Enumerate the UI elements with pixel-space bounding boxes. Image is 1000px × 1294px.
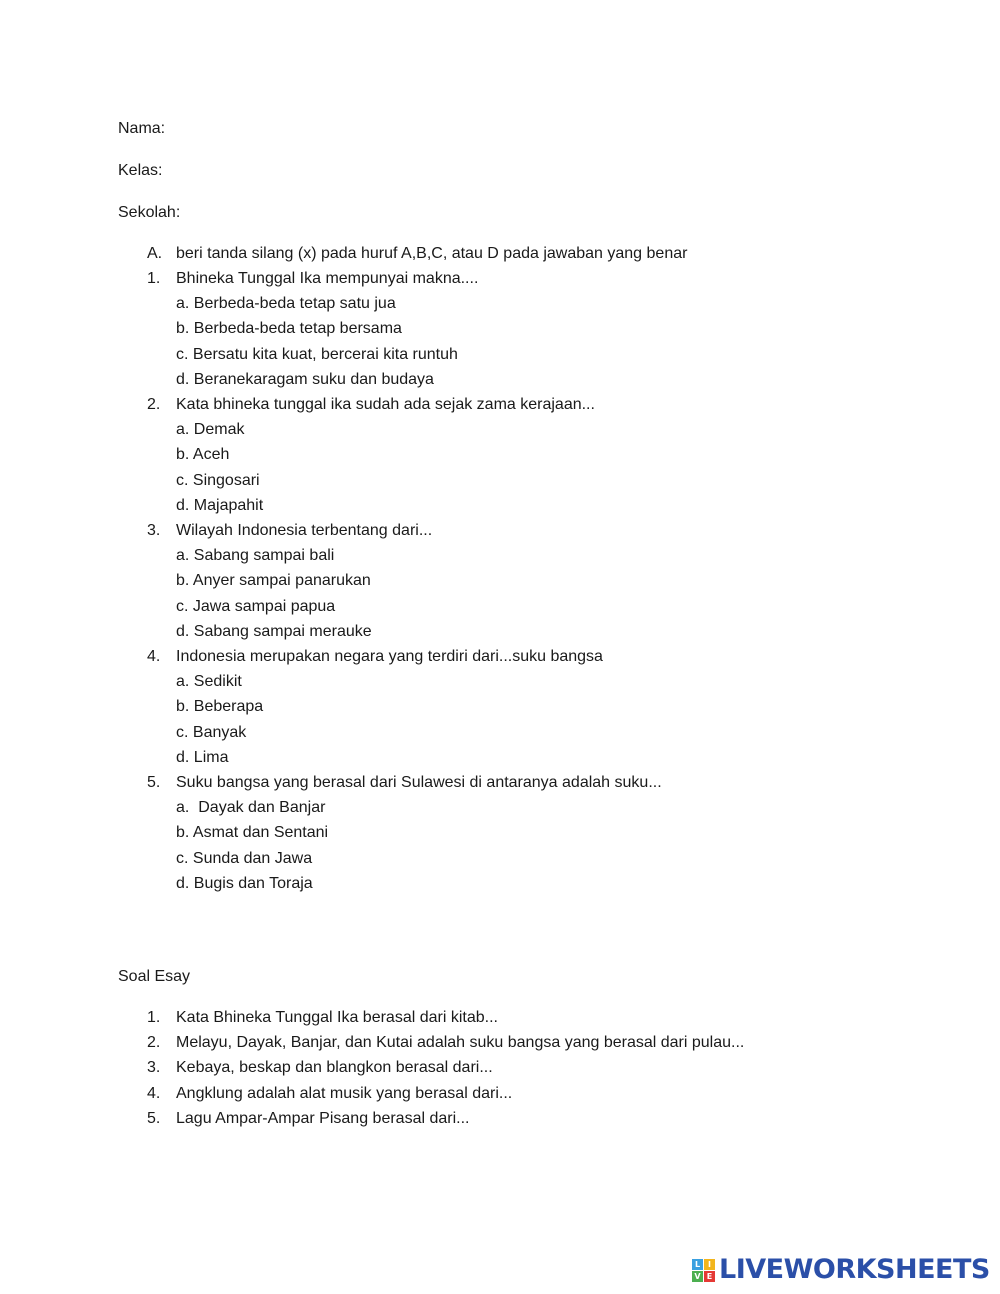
essay-question-4 <box>0 1083 1000 1105</box>
name-field-label: Nama: <box>118 120 166 137</box>
question-number: 2. <box>147 396 161 413</box>
question-text: Angklung adalah alat musik yang berasal dari... <box>176 1085 513 1102</box>
question-number: 1. <box>147 1009 161 1026</box>
question-number: 1. <box>147 270 161 287</box>
question-5-option-d[interactable]: d. Bugis dan Toraja <box>176 875 313 892</box>
question-2-option-c[interactable]: c. Singosari <box>176 472 260 489</box>
class-field-label: Kelas: <box>118 162 163 179</box>
logo-mark-tile: V <box>692 1271 703 1282</box>
question-3-option-b[interactable]: b. Anyer sampai panarukan <box>176 572 371 589</box>
question-number: 4. <box>147 1085 161 1102</box>
essay-question-5 <box>0 1108 1000 1130</box>
liveworksheets-logo-mark <box>692 1259 715 1282</box>
question-1-option-b[interactable]: b. Berbeda-beda tetap bersama <box>176 320 402 337</box>
question-text: Kata bhineka tunggal ika sudah ada sejak zama kerajaan... <box>176 396 595 413</box>
liveworksheets-logo-text: LIVEWORKSHEETS <box>719 1254 990 1285</box>
question-number: 5. <box>147 774 161 791</box>
logo-mark-tile: E <box>704 1271 715 1282</box>
question-2-option-d[interactable]: d. Majapahit <box>176 497 264 514</box>
question-number: 2. <box>147 1034 161 1051</box>
section-a-marker: A. <box>147 245 163 262</box>
question-3-option-d[interactable]: d. Sabang sampai merauke <box>176 623 372 640</box>
question-number: 4. <box>147 648 161 665</box>
liveworksheets-logo <box>692 1255 990 1285</box>
question-2-option-b[interactable]: b. Aceh <box>176 446 230 463</box>
question-number: 5. <box>147 1110 161 1127</box>
question-2 <box>0 394 1000 416</box>
question-1-option-d[interactable]: d. Beranekaragam suku dan budaya <box>176 371 434 388</box>
question-text: Lagu Ampar-Ampar Pisang berasal dari... <box>176 1110 470 1127</box>
question-5-option-c[interactable]: c. Sunda dan Jawa <box>176 850 313 867</box>
question-text: Melayu, Dayak, Banjar, dan Kutai adalah suku bangsa yang berasal dari pulau... <box>176 1034 745 1051</box>
question-number: 3. <box>147 522 161 539</box>
essay-question-3 <box>0 1057 1000 1079</box>
question-4-option-d[interactable]: d. Lima <box>176 749 229 766</box>
question-1-option-c[interactable]: c. Bersatu kita kuat, bercerai kita runtuh <box>176 346 458 363</box>
question-text: Kebaya, beskap dan blangkon berasal dari... <box>176 1059 493 1076</box>
question-1-option-a[interactable]: a. Berbeda-beda tetap satu jua <box>176 295 396 312</box>
question-text: Indonesia merupakan negara yang terdiri dari...suku bangsa <box>176 648 603 665</box>
school-field-label: Sekolah: <box>118 204 181 221</box>
essay-question-1 <box>0 1007 1000 1029</box>
question-2-option-a[interactable]: a. Demak <box>176 421 245 438</box>
question-5 <box>0 772 1000 794</box>
logo-mark-tile: L <box>692 1259 703 1270</box>
question-text: Wilayah Indonesia terbentang dari... <box>176 522 433 539</box>
essay-section-title: Soal Esay <box>118 968 191 985</box>
question-3 <box>0 520 1000 542</box>
question-4 <box>0 646 1000 668</box>
question-text: Bhineka Tunggal Ika mempunyai makna.... <box>176 270 479 287</box>
question-4-option-c[interactable]: c. Banyak <box>176 724 247 741</box>
question-number: 3. <box>147 1059 161 1076</box>
question-text: Kata Bhineka Tunggal Ika berasal dari kitab... <box>176 1009 498 1026</box>
question-4-option-a[interactable]: a. Sedikit <box>176 673 242 690</box>
essay-question-2 <box>0 1032 1000 1054</box>
question-text: Suku bangsa yang berasal dari Sulawesi di antaranya adalah suku... <box>176 774 662 791</box>
question-3-option-a[interactable]: a. Sabang sampai bali <box>176 547 335 564</box>
logo-mark-tile: I <box>704 1259 715 1270</box>
question-5-option-a[interactable]: a. Dayak dan Banjar <box>176 799 326 816</box>
section-a-instruction-text: beri tanda silang (x) pada huruf A,B,C, atau D pada jawaban yang benar <box>176 245 688 262</box>
question-1 <box>0 268 1000 290</box>
question-5-option-b[interactable]: b. Asmat dan Sentani <box>176 824 329 841</box>
question-3-option-c[interactable]: c. Jawa sampai papua <box>176 598 336 615</box>
section-a-instruction <box>0 243 1000 265</box>
question-4-option-b[interactable]: b. Beberapa <box>176 698 264 715</box>
